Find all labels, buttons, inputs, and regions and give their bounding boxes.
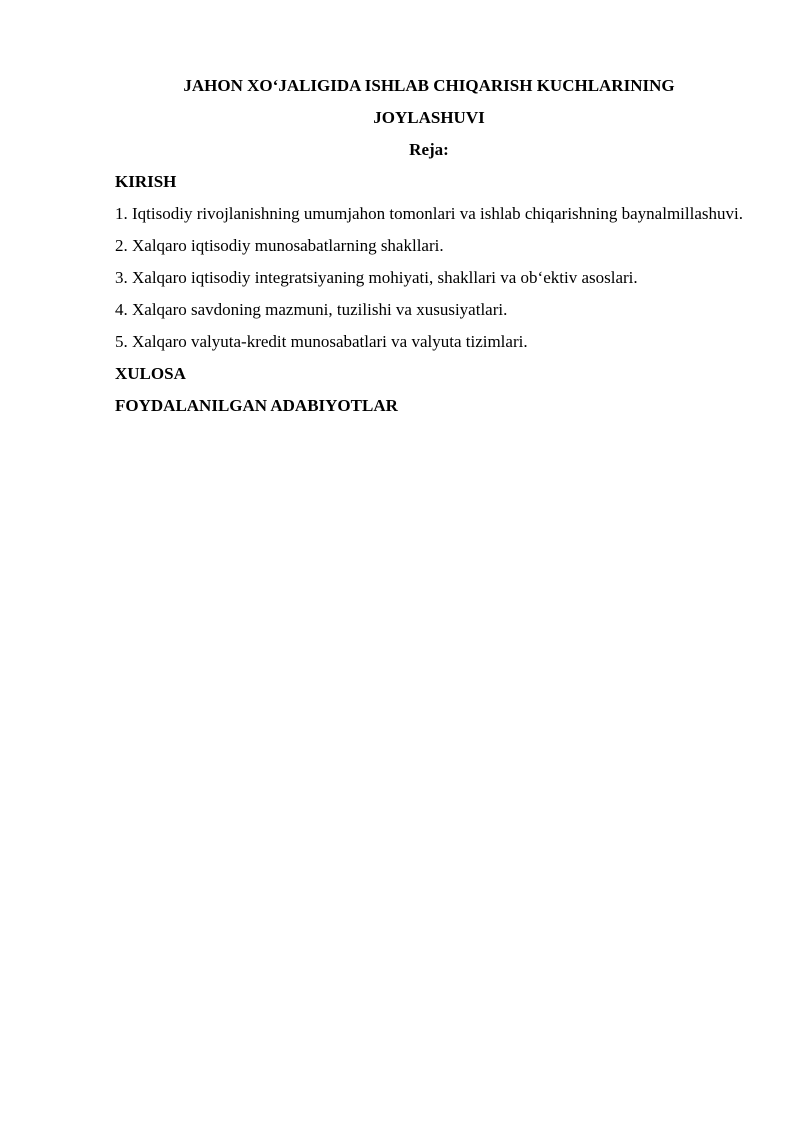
document-title-line2: JOYLASHUVI [373,108,485,127]
intro-heading: KIRISH [115,172,177,191]
document-page [115,70,743,422]
plan-item: 1. Iqtisodiy rivojlanishning umumjahon tomonlari va ishlab chiqarishning baynalmillashuvi. [115,204,743,223]
plan-item: 2. Xalqaro iqtisodiy munosabatlarning shakllari. [115,236,444,255]
plan-item: 5. Xalqaro valyuta-kredit munosabatlari va valyuta tizimlari. [115,332,528,351]
conclusion-heading: XULOSA [115,364,186,383]
document-title-line1: JAHON XO‘JALIGIDA ISHLAB CHIQARISH KUCHLARINING [183,76,675,95]
references-heading: FOYDALANILGAN ADABIYOTLAR [115,396,398,415]
plan-item: 4. Xalqaro savdoning mazmuni, tuzilishi va xususiyatlari. [115,300,508,319]
plan-item: 3. Xalqaro iqtisodiy integratsiyaning mohiyati, shakllari va ob‘ektiv asoslari. [115,268,638,287]
plan-label: Reja: [409,140,449,159]
